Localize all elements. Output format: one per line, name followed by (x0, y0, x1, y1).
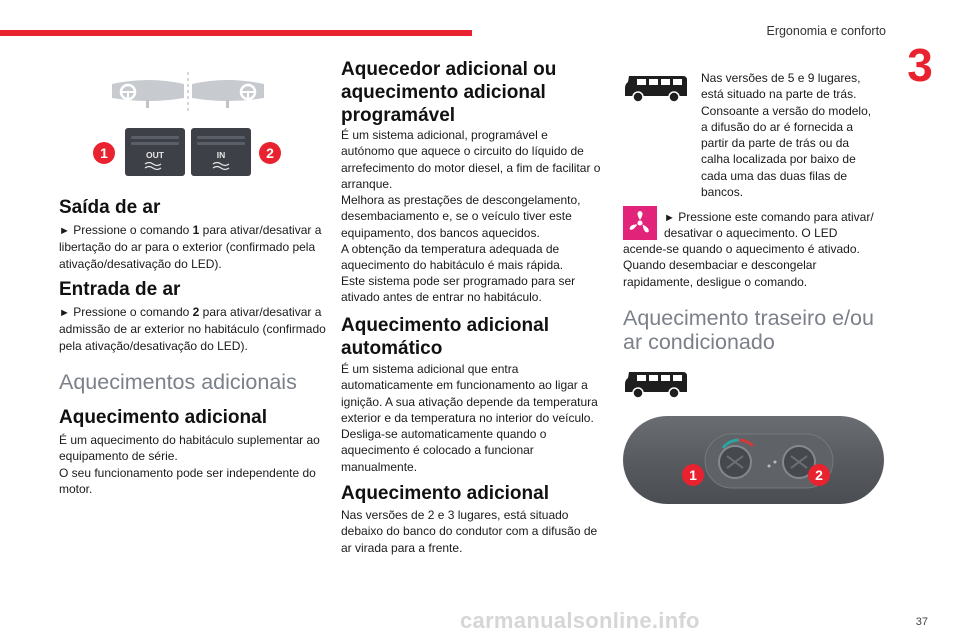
saida-de-ar-text: ► Pressione o comando 1 para ativar/desativar a libertação do ar para o exterior (confirmado pela ativação/desativação do LED). (59, 223, 322, 271)
entrada-de-ar-text: ► Pressione o comando 2 para ativar/desativar a admissão de ar exterior no habitáculo (confirmado pela ativação/desativação do LED). (59, 305, 326, 353)
aquecimento-adicional-heading: Aquecimento adicional (59, 407, 267, 428)
mirror-figure (108, 70, 268, 116)
programavel-heading-l1: Aquecedor adicional ou (341, 59, 557, 80)
programavel-heading-l3: programável (341, 105, 456, 126)
van-versions-note: Nas versões de 5 e 9 lugares, está situado na parte de trás. Consoante a versão do modelo, a difusão do ar é fornecida a partir da parte de trás ou da calha localizada por baixo de cada uma das duas filas de bancos. (701, 71, 872, 200)
press-command-rest: acende-se quando o aquecimento é ativado. Quando desembaciar e descongelar rapidamente, desligue o comando. (623, 242, 860, 289)
programavel-heading-l2: aquecimento adicional (341, 82, 546, 103)
rear-control-panel (623, 416, 884, 504)
chapter-number: 3 (907, 39, 933, 91)
callout-1: 1 (93, 142, 115, 164)
programavel-p4: Este sistema pode ser programado para ser ativado antes de entrar no habitáculo. (341, 274, 576, 305)
automatico-p1: É um sistema adicional que entra automaticamente em funcionamento ao ligar a ignição. A sua ativação depende da temperatura exterior e da temperatura no interior do veículo. (341, 362, 598, 425)
automatico-heading-l2: automático (341, 338, 443, 359)
rear-heating-button[interactable] (623, 206, 657, 240)
air-out-label: OUT (146, 150, 164, 160)
van-icon (623, 366, 689, 400)
callout-2: 2 (259, 142, 281, 164)
entrada-de-ar-heading: Entrada de ar (59, 279, 181, 300)
header-red-bar (0, 30, 472, 36)
aquecimentos-adicionais-heading: Aquecimentos adicionais (59, 370, 297, 394)
callout-1: 1 (682, 464, 704, 486)
airflow-out-icon (143, 161, 167, 171)
press-command-l1: ► Pressione este comando para ativar/ (664, 210, 874, 224)
van-icon (623, 70, 689, 104)
programavel-p2: Melhora as prestações de descongelamento, desembaciamento e, se o veículo tiver este equipamento, dos bancos aquecidos. (341, 193, 581, 240)
programavel-p3: A obtenção da temperatura adequada de aquecimento do habitáculo é mais rápida. (341, 242, 564, 273)
fan-icon (623, 206, 657, 240)
press-command-l2: desativar o aquecimento. O LED (664, 226, 838, 240)
air-out-button[interactable] (125, 128, 185, 176)
aquecimento-adicional-p1: É um aquecimento do habitáculo suplementar ao equipamento de série. (59, 433, 320, 464)
arrow-icon: ► (664, 212, 675, 224)
traseiro-heading-l2: ar condicionado (623, 330, 775, 354)
arrow-icon: ► (59, 225, 70, 237)
aquecimento-adicional-p2: O seu funcionamento pode ser independente do motor. (59, 466, 316, 497)
automatico-heading-l1: Aquecimento adicional (341, 315, 549, 336)
programavel-p1: É um sistema adicional, programável e autónomo que aquece o circuito do líquido de arrefecimento do motor diesel, a fim de facilitar o arranque. (341, 128, 601, 191)
adicional2-p1: Nas versões de 2 e 3 lugares, está situado debaixo do banco do condutor com a difusão de ar virada para a frente. (341, 508, 598, 555)
airflow-in-icon (209, 161, 233, 171)
automatico-p2: Desliga-se automaticamente quando o aquecimento é colocado a funcionar manualmente. (341, 427, 547, 474)
mirror-icon (108, 70, 268, 116)
page-number: 37 (915, 616, 928, 628)
traseiro-heading-l1: Aquecimento traseiro e/ou (623, 306, 874, 330)
arrow-icon: ► (59, 307, 70, 319)
air-in-button[interactable] (191, 128, 251, 176)
saida-de-ar-heading: Saída de ar (59, 197, 161, 218)
callout-2: 2 (808, 464, 830, 486)
section-title: Ergonomia e conforto (766, 24, 886, 38)
watermark: carmanualsonline.info (460, 608, 700, 633)
air-in-label: IN (216, 150, 226, 160)
adicional2-heading: Aquecimento adicional (341, 483, 549, 504)
